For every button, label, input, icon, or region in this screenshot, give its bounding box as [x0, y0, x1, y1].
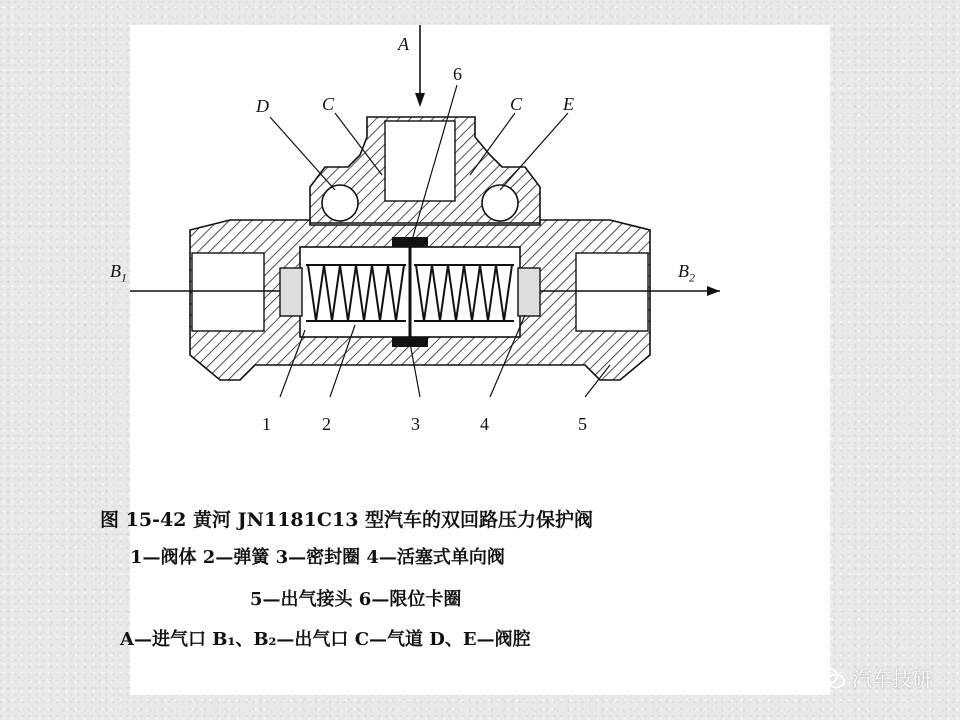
label-b2-letter: B [678, 261, 689, 281]
label-b1 [110, 262, 127, 284]
valve-cross-section-diagram [130, 25, 830, 475]
cavity-e [482, 185, 518, 221]
label-4: 4 [480, 414, 489, 434]
label-d: D [256, 96, 269, 116]
outlet-arrowhead-b2 [707, 286, 720, 296]
left-outlet-bore [192, 253, 264, 331]
figure-panel [100, 25, 830, 695]
label-5: 5 [578, 414, 587, 434]
watermark [816, 663, 932, 692]
label-6: 6 [453, 64, 462, 84]
figure-caption-title: 图 15-42 黄河 JN1181C13 型汽车的双回路压力保护阀 [100, 509, 594, 531]
label-3: 3 [411, 414, 420, 434]
caption-legend-line3: A—进气口 B₁、B₂—出气口 C—气道 D、E—阀腔 [120, 629, 531, 650]
right-piston [518, 268, 540, 316]
label-b2-sub: 2 [689, 270, 695, 285]
label-c-left: C [322, 94, 335, 114]
cavity-d [322, 185, 358, 221]
label-c-right: C [510, 94, 523, 114]
caption-legend-line1: 1—阀体 2—弹簧 3—密封圈 4—活塞式单向阀 [130, 547, 505, 568]
label-b1-letter: B [110, 261, 121, 281]
label-b1-sub: 1 [121, 270, 127, 285]
left-piston [280, 268, 302, 316]
right-outlet-bore [576, 253, 648, 331]
watermark-text: 汽车技研 [852, 667, 932, 691]
label-b2 [678, 262, 695, 284]
wechat-icon [816, 667, 846, 689]
inlet-arrowhead [415, 93, 425, 107]
label-1: 1 [262, 414, 271, 434]
label-2: 2 [322, 414, 331, 434]
label-e: E [563, 94, 574, 114]
caption-legend-line2: 5—出气接头 6—限位卡圈 [250, 589, 462, 610]
inlet-bore [385, 121, 455, 201]
label-a: A [398, 34, 409, 54]
